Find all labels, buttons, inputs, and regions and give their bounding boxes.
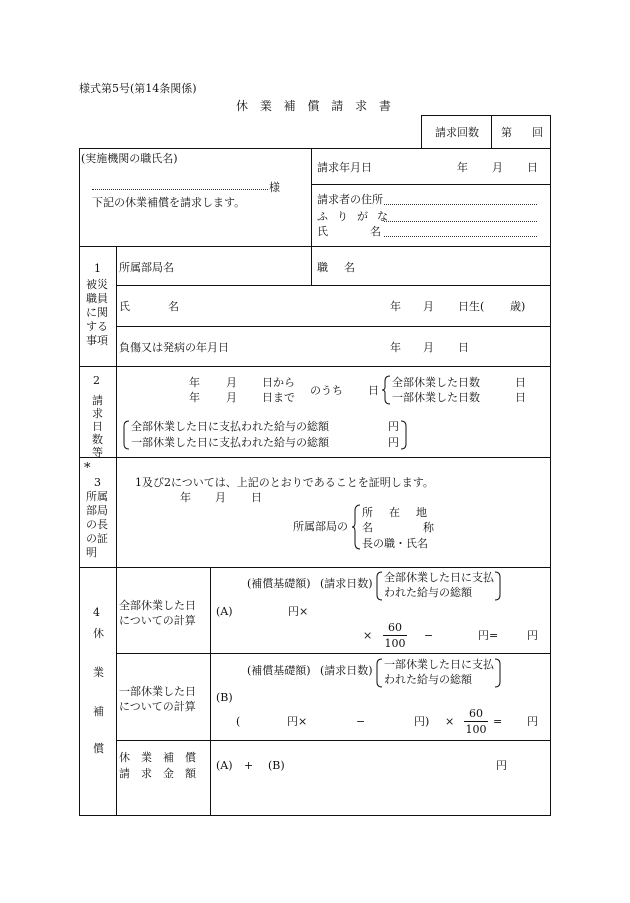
partial-calc-label-2: についての計算	[119, 700, 196, 713]
full-rest-days-label: 全部休業した日数	[392, 376, 480, 389]
birth-month: 月	[423, 300, 434, 313]
section4-heading-char-1: 休	[93, 627, 104, 640]
section4-heading-char-2: 業	[93, 666, 104, 679]
full-base-amount: (補償基礎額)	[247, 577, 311, 590]
dept-prefix: 所属部局の	[293, 520, 348, 533]
section1-heading: 被災職員に関する事項	[86, 278, 108, 347]
certify-month: 月	[215, 491, 226, 504]
section2-pay-left-bracket-icon	[122, 420, 130, 450]
partial-eq: =	[493, 715, 503, 728]
from-day: 日から	[262, 376, 295, 389]
honorific: 様	[269, 181, 280, 194]
partial-fraction-denominator: 100	[465, 723, 487, 736]
section3-number: 3	[94, 476, 101, 489]
partial-pay-total-label: 一部休業した日に支払われた給与の総額	[131, 436, 329, 449]
age-suffix: 歳)	[510, 300, 526, 313]
partial-result-yen: 円	[527, 715, 538, 728]
full-equals: 円=	[478, 629, 499, 642]
section3-heading: 所属部局の長の証明	[86, 490, 108, 559]
full-fraction-numerator: 60	[388, 621, 402, 634]
partial-open-paren: (	[236, 715, 241, 728]
section2-heading: 請求日数等	[92, 394, 103, 459]
full-yen-times: 円×	[288, 605, 309, 618]
partial-base-amount: (補償基礎額)	[247, 664, 311, 677]
days-unit: 日	[368, 384, 379, 397]
form-number: 様式第5号(第14条関係)	[79, 82, 197, 95]
furigana-line[interactable]	[384, 221, 537, 222]
agency-name-line[interactable]	[92, 189, 268, 190]
section1-number: 1	[94, 262, 101, 275]
dept-designation: 名称	[362, 521, 484, 534]
dept-head-name: 長の職・氏名	[362, 537, 428, 550]
partial-claim-days: (請求日数)	[320, 664, 373, 677]
partial-rest-days-label: 一部休業した日数	[392, 391, 480, 404]
total-plus: +	[244, 759, 254, 772]
department-label: 所属部局名	[119, 261, 174, 274]
from-month: 月	[226, 376, 237, 389]
full-fraction-denominator: 100	[384, 637, 406, 650]
injury-year: 年	[390, 341, 401, 354]
partial-yen-times: 円×	[287, 715, 308, 728]
to-month: 月	[226, 391, 237, 404]
total-yen: 円	[496, 759, 507, 772]
section4-number: 4	[93, 606, 100, 619]
full-pay-line-1: 全部休業した日に支払	[384, 571, 494, 584]
request-date-label: 請求年月日	[317, 161, 372, 174]
full-times: ×	[363, 629, 373, 642]
full-pay-right-bracket-icon	[494, 571, 502, 601]
request-count-suffix: 回	[532, 126, 543, 139]
partial-mark-b: (B)	[216, 691, 233, 704]
certify-day: 日	[251, 491, 262, 504]
position-label: 職名	[317, 261, 371, 274]
request-count-label: 請求回数	[435, 126, 479, 139]
total-label-2: 請求金額	[119, 767, 207, 780]
request-date-month: 月	[492, 161, 503, 174]
to-year: 年	[189, 391, 200, 404]
request-date-year: 年	[457, 161, 468, 174]
full-rest-days-unit: 日	[515, 376, 526, 389]
agency-label: (実施機関の職氏名)	[81, 152, 178, 165]
claimant-name-line[interactable]	[384, 236, 537, 237]
section3-asterisk: *	[84, 461, 91, 476]
from-year: 年	[189, 376, 200, 389]
document-title: 休 業 補 償 請 求 書	[236, 99, 395, 113]
certify-text: 1及び2については、上記のとおりであることを証明します。	[135, 476, 434, 489]
full-calc-label-1: 全部休業した日	[119, 599, 196, 612]
total-formula-b: (B)	[268, 759, 285, 772]
birth-day-suffix: 日生(	[458, 300, 485, 313]
partial-pay-right-bracket-icon	[494, 658, 502, 688]
dept-location: 所在地	[362, 506, 443, 519]
injury-day: 日	[458, 341, 469, 354]
full-pay-yen: 円	[388, 420, 399, 433]
total-formula-a: (A)	[216, 759, 233, 772]
employee-name-label: 氏名	[119, 300, 217, 313]
full-result-yen: 円	[527, 629, 538, 642]
full-mark-a: (A)	[216, 605, 233, 618]
full-pay-total-label: 全部休業した日に支払われた給与の総額	[131, 420, 329, 433]
partial-pay-yen: 円	[388, 436, 399, 449]
injury-month: 月	[423, 341, 434, 354]
to-day: 日まで	[262, 391, 295, 404]
certify-year: 年	[180, 491, 191, 504]
section2-number: 2	[93, 374, 100, 387]
partial-pay-left-bracket-icon	[375, 658, 383, 688]
address-label: 請求者の住所	[317, 193, 383, 206]
partial-pay-line-1: 一部休業した日に支払	[384, 658, 494, 671]
partial-times: ×	[445, 715, 455, 728]
total-label-1: 休業補償	[119, 751, 207, 764]
full-pay-line-2: われた給与の総額	[384, 586, 472, 599]
birth-year: 年	[390, 300, 401, 313]
full-claim-days: (請求日数)	[320, 577, 373, 590]
claimant-name-label: 氏名	[317, 225, 423, 238]
request-date-day: 日	[527, 161, 538, 174]
section4-heading-char-4: 償	[93, 742, 104, 755]
partial-pay-line-2: われた給与の総額	[384, 673, 472, 686]
partial-fraction	[464, 707, 488, 736]
section2-days-brace-icon	[381, 375, 391, 405]
section2-pay-right-bracket-icon	[400, 420, 408, 450]
full-calc-label-2: についての計算	[119, 614, 196, 627]
full-pay-left-bracket-icon	[375, 571, 383, 601]
partial-fraction-numerator: 60	[469, 707, 483, 720]
address-line[interactable]	[384, 204, 537, 205]
partial-rest-days-unit: 日	[515, 391, 526, 404]
partial-yen-close-paren: 円)	[414, 715, 430, 728]
full-minus: −	[424, 629, 434, 642]
injury-date-label: 負傷又は発病の年月日	[119, 341, 229, 354]
partial-calc-label-1: 一部休業した日	[119, 685, 196, 698]
section3-brace-icon	[351, 504, 361, 550]
section4-heading-char-3: 補	[93, 705, 104, 718]
full-fraction	[383, 621, 407, 650]
furigana-label: ふりがな	[317, 210, 397, 223]
of-which: のうち	[310, 384, 343, 397]
partial-minus: −	[356, 715, 366, 728]
request-statement: 下記の休業補償を請求します。	[92, 196, 246, 209]
request-count-prefix: 第	[501, 126, 512, 139]
